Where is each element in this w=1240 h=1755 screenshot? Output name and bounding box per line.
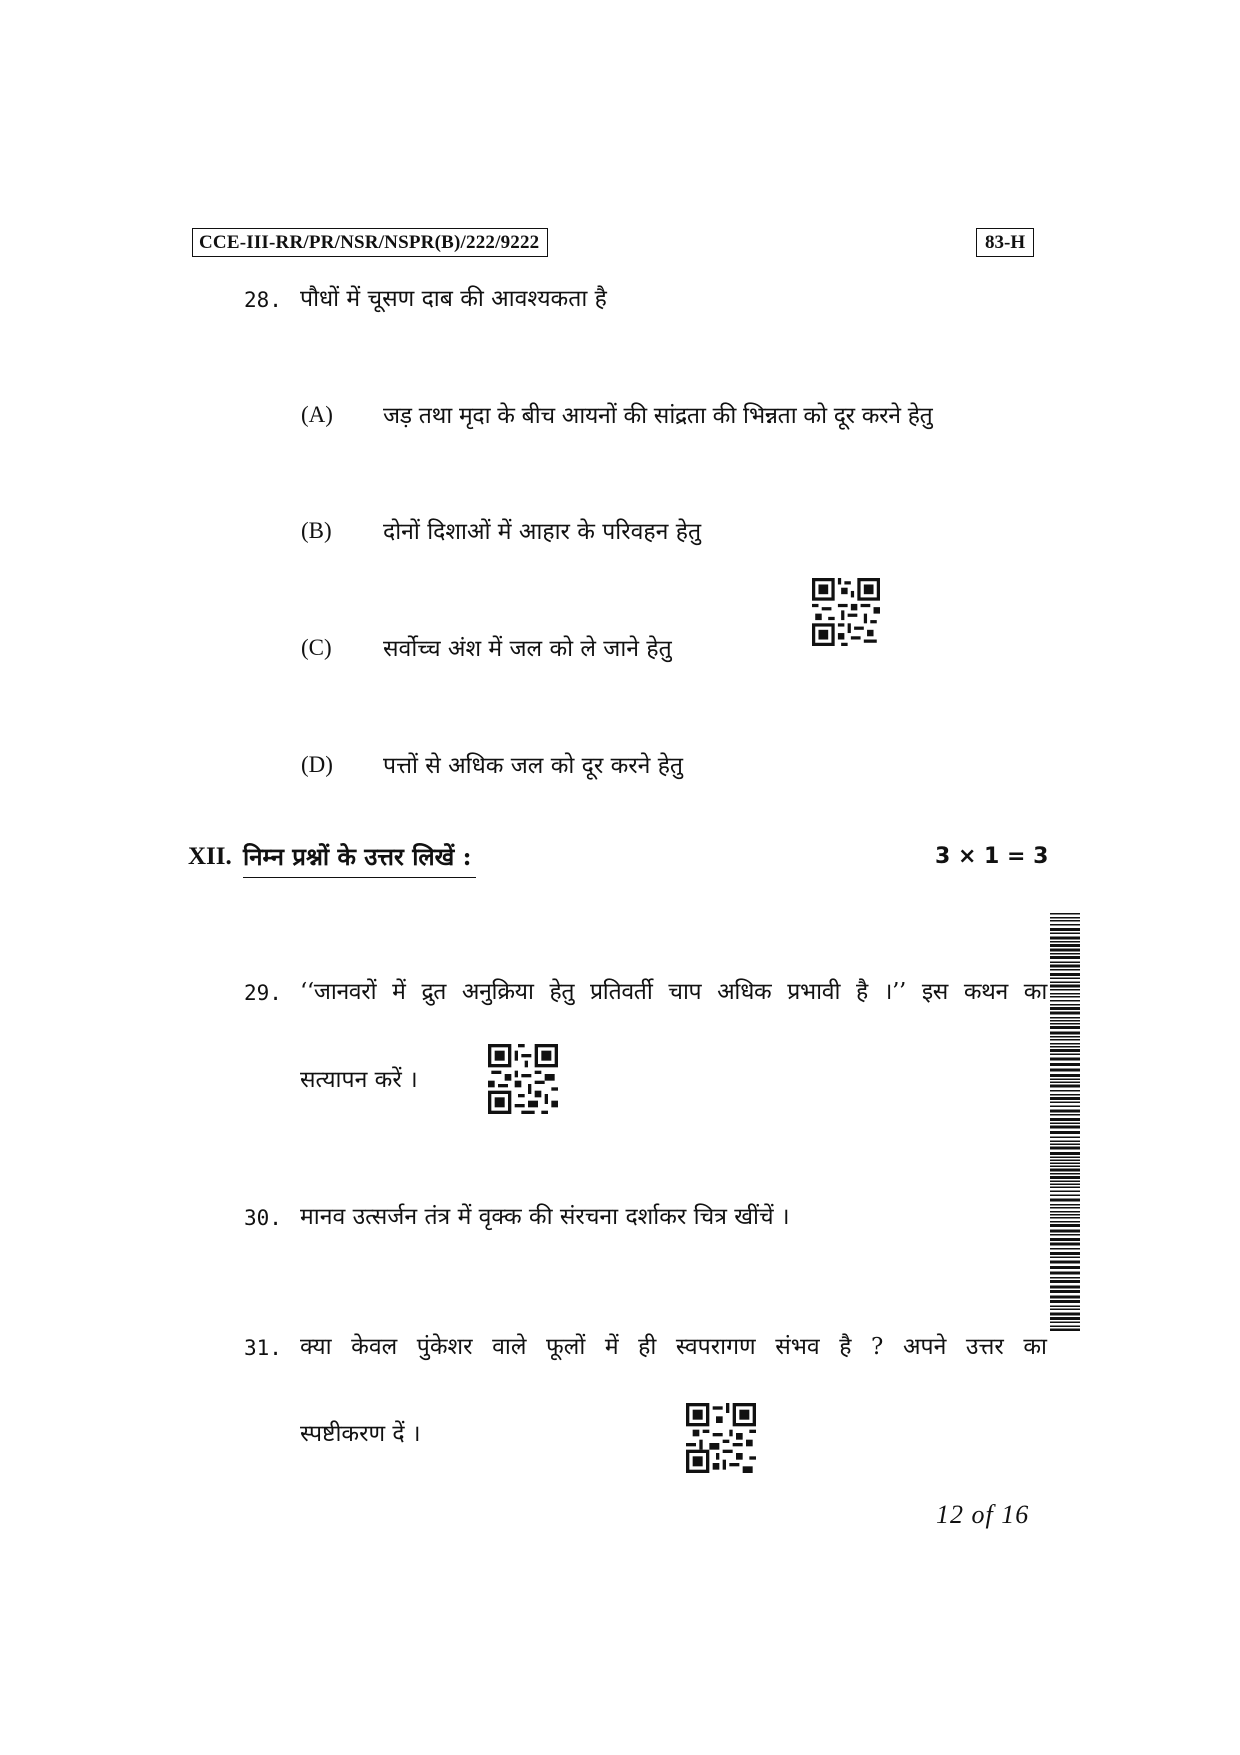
question-30-text: मानव उत्सर्जन तंत्र में वृक्क की संरचना दर्शाकर चित्र खींचें । xyxy=(300,1204,790,1230)
option-a-label: (A) xyxy=(301,402,333,427)
section-number: XII. xyxy=(188,843,232,870)
question-31-line-2: स्पष्टीकरण दें । xyxy=(300,1421,421,1447)
question-29-line-1: ‘‘जानवरों में द्रुत अनुक्रिया हेतु प्रतिवर्ती चाप अधिक प्रभावी है ।’’ इस कथन का xyxy=(300,979,1047,1005)
question-29-line-2: सत्यापन करें । xyxy=(300,1067,418,1093)
qr-code-icon xyxy=(488,1044,558,1114)
qr-code-icon xyxy=(812,578,880,646)
question-28-number: 28. xyxy=(244,288,282,312)
question-30-number: 30. xyxy=(244,1206,282,1230)
option-d-text: पत्तों से अधिक जल को दूर करने हेतु xyxy=(383,753,684,779)
set-code: 83-H xyxy=(976,228,1034,257)
question-31-line-1: क्या केवल पुंकेशर वाले फूलों में ही स्वपरागण संभव है ? अपने उत्तर का xyxy=(300,1334,1047,1360)
section-title: निम्न प्रश्नों के उत्तर लिखें : xyxy=(243,840,476,878)
option-c-text: सर्वोच्च अंश में जल को ले जाने हेतु xyxy=(383,636,672,662)
option-b-label: (B) xyxy=(301,518,332,543)
option-a-text: जड़ तथा मृदा के बीच आयनों की सांद्रता की भिन्नता को दूर करने हेतु xyxy=(383,403,933,429)
page-number: 12 of 16 xyxy=(936,1500,1030,1529)
option-d-label: (D) xyxy=(301,752,333,777)
qr-code-icon xyxy=(686,1403,756,1473)
barcode-icon xyxy=(1050,913,1080,1331)
option-c-label: (C) xyxy=(301,635,332,660)
question-28-text: पौधों में चूसण दाब की आवश्यकता है xyxy=(300,286,607,312)
option-b-text: दोनों दिशाओं में आहार के परिवहन हेतु xyxy=(383,519,702,545)
section-marks: 3 × 1 = 3 xyxy=(935,844,1049,869)
question-29-number: 29. xyxy=(244,981,282,1005)
question-31-number: 31. xyxy=(244,1336,282,1360)
paper-code: CCE-III-RR/PR/NSR/NSPR(B)/222/9222 xyxy=(192,228,548,257)
